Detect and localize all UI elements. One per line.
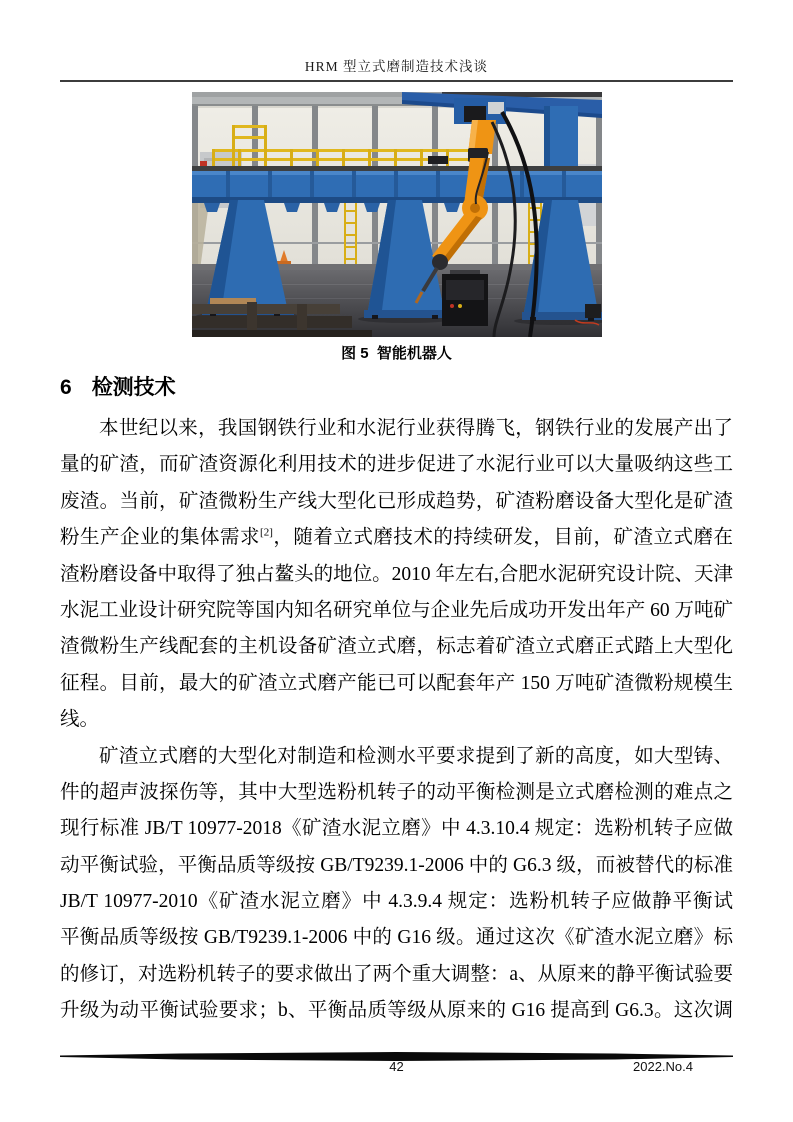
text-line: JB/T 10977-2010《矿渣水泥立磨》中 4.3.9.4 规定：选粉机转子应做静平衡试 xyxy=(60,891,733,913)
page-number: 42 xyxy=(389,1059,404,1074)
welding-machine xyxy=(442,270,488,326)
gantry-column-shade xyxy=(544,106,550,172)
text-line: 渣粉磨设备中取得了独占鳌头的地位。2010 年左右,合肥水泥研究设计院、天津 xyxy=(60,563,733,585)
page-footer xyxy=(60,1059,733,1079)
paragraph-1 xyxy=(60,411,733,739)
text-segment: ，随着立式磨技术的持续研发，目前，矿渣立式磨在 xyxy=(272,527,733,549)
text-line: 本世纪以来，我国钢铁行业和水泥行业获得腾飞，钢铁行业的发展产出了 xyxy=(99,418,733,439)
text-segment: 粉生产企业的集体需求 xyxy=(60,527,261,549)
text-line: 征程。目前，最大的矿渣立式磨产能已可以配套年产 150 万吨矿渣微粉规模生 xyxy=(60,672,733,694)
figure-caption: 图 5 智能机器人 xyxy=(341,345,452,362)
text-line: 水泥工业设计研究院等国内知名研究单位与企业先后成功开发出年产 60 万吨矿 xyxy=(60,599,733,621)
article-body xyxy=(60,411,733,1030)
text-line: 平衡品质等级按 GB/T9239.1-2006 中的 G16 级。通过这次《矿渣水泥立磨》标 xyxy=(60,927,733,949)
text-line: 动平衡试验，平衡品质等级按 GB/T9239.1-2006 中的 G6.3 级，而被替代的标准 xyxy=(60,854,733,876)
page-header xyxy=(60,0,733,82)
text-line: 废渣。当前，矿渣微粉生产线大型化已形成趋势，矿渣粉磨设备大型化是矿渣 xyxy=(60,490,733,512)
page-content xyxy=(60,0,733,1030)
section-title: 检测技术 xyxy=(91,376,176,399)
citation-marker: [2] xyxy=(260,526,273,539)
footer-rule xyxy=(60,1048,733,1057)
figure-photo xyxy=(192,92,602,337)
paragraph-2 xyxy=(60,739,733,1030)
text-line: 现行标准 JB/T 10977-2018《矿渣水泥立磨》中 4.3.10.4 规定：选粉机转子应做 xyxy=(60,818,733,840)
text-line: 矿渣立式磨的大型化对制造和检测水平要求提到了新的高度，如大型铸、 xyxy=(99,745,733,767)
running-title: HRM 型立式磨制造技术浅谈 xyxy=(304,59,489,74)
text-line: 线。 xyxy=(60,709,100,731)
text-line: 的修订，对选粉机转子的要求做出了两个重大调整：a、从原来的静平衡试验要 xyxy=(60,963,733,985)
robot-photo-illustration xyxy=(192,92,602,337)
text-line: 渣微粉生产线配套的主机设备矿渣立式磨，标志着矿渣立式磨正式踏上大型化 xyxy=(60,636,733,658)
section-number: 6 xyxy=(60,376,72,399)
issue-label: 2022.No.4 xyxy=(633,1059,693,1074)
section-heading xyxy=(60,374,733,401)
text-line: 升级为动平衡试验要求；b、平衡品质等级从原来的 G16 提高到 G6.3。这次调 xyxy=(60,1000,733,1022)
text-line: 量的矿渣，而矿渣资源化利用技术的进步促进了水泥行业可以大量吸纳这些工 xyxy=(60,454,733,476)
text-line xyxy=(60,520,733,556)
text-line: 件的超声波探伤等，其中大型选粉机转子的动平衡检测是立式磨检测的难点之 xyxy=(60,781,733,803)
